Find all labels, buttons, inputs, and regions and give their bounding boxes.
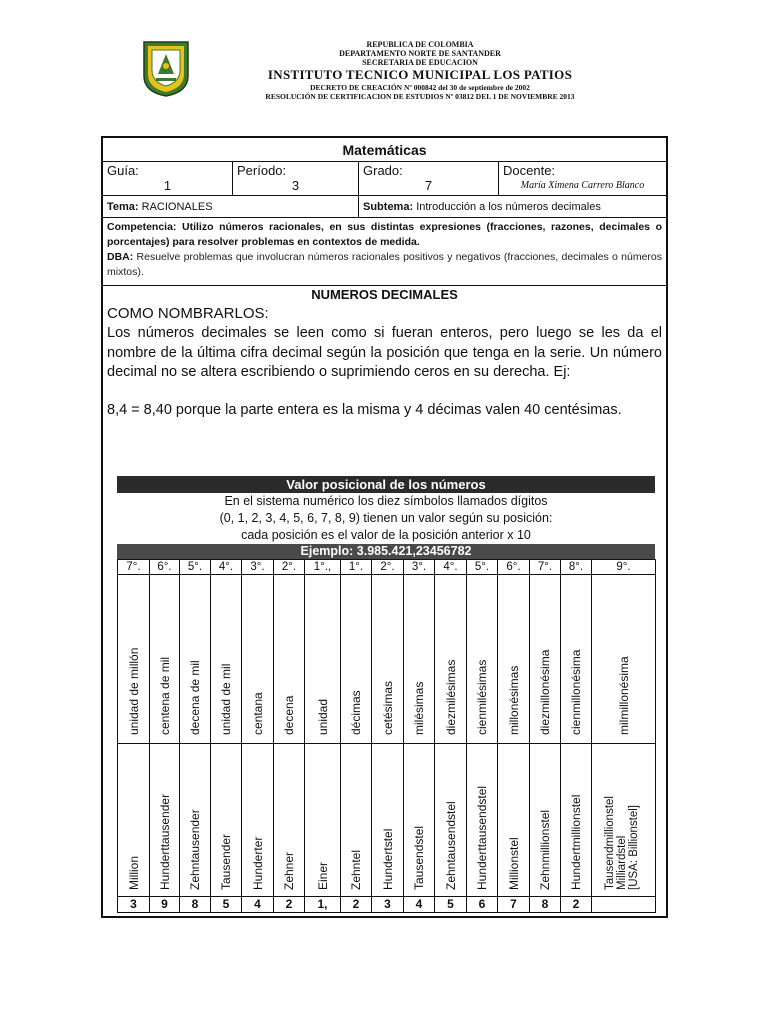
institution-name: INSTITUTO TECNICO MUNICIPAL LOS PATIOS xyxy=(267,67,573,82)
german-place-name: Einer xyxy=(315,861,330,890)
german-place-name: Zehntausender xyxy=(188,809,202,890)
digit-cell: 5 xyxy=(211,897,242,913)
spanish-place-name: cienmillonésima xyxy=(569,649,583,735)
spanish-name-cell xyxy=(372,575,404,744)
header-line-secretary: SECRETARIA DE EDUCACION xyxy=(362,58,478,67)
position-cell: 1°. xyxy=(341,560,372,575)
digit-cell: 4 xyxy=(404,897,435,913)
german-place-name: Hundertstel xyxy=(380,828,395,890)
german-name-row xyxy=(118,744,656,897)
german-place-name: Zehntausendstel xyxy=(443,801,458,890)
spanish-place-name: diezmillonésima xyxy=(538,649,552,735)
position-cell: 9°. xyxy=(592,560,656,575)
german-place-name: Hundertmillionstel xyxy=(569,794,583,890)
tema-label: Tema: xyxy=(107,201,139,213)
school-crest-icon xyxy=(142,40,190,98)
spanish-place-name: unidad de mil xyxy=(219,663,233,735)
german-name-cell xyxy=(530,744,561,897)
dba-label: DBA: xyxy=(107,251,134,263)
german-place-name: Million xyxy=(126,855,141,890)
example-paragraph: 8,4 = 8,40 porque la parte entera es la misma y 4 décimas valen 40 centésimas. xyxy=(107,401,622,418)
spanish-place-name: unidad de millón xyxy=(126,647,141,735)
place-value-example: Ejemplo: 3.985.421,23456782 xyxy=(117,544,655,559)
header-line-republic: REPUBLICA DE COLOMBIA xyxy=(366,40,474,49)
position-cell: 3°. xyxy=(404,560,435,575)
spanish-place-name: décimas xyxy=(349,690,363,735)
german-place-name: Zehnmillionstel xyxy=(538,809,552,890)
german-place-name: Hunderttausender xyxy=(157,793,172,890)
header-line-department: DEPARTAMENTO NORTE DE SANTANDER xyxy=(339,49,501,58)
grado-label: Grado: xyxy=(363,163,403,178)
digit-cell: 5 xyxy=(435,897,467,913)
position-cell: 6°. xyxy=(498,560,530,575)
competencia-text: Utilizo números racionales, en sus distintas expresiones (fracciones, razones, decimales o porcentajes) para resolver problemas en contextos de medida. xyxy=(107,221,662,248)
tema-value: RACIONALES xyxy=(141,201,213,213)
digit-cell: 3 xyxy=(118,897,150,913)
place-value-desc-line2: (0, 1, 2, 3, 4, 5, 6, 7, 8, 9) tienen un valor según su posición: xyxy=(219,511,553,525)
spanish-name-cell xyxy=(305,575,341,744)
guide-frame xyxy=(101,136,668,918)
position-cell: 1°., xyxy=(305,560,341,575)
german-place-name: Hunderttausendstel xyxy=(475,785,489,890)
position-cell: 3°. xyxy=(242,560,274,575)
german-place-name-line: Tausendmillionstel xyxy=(603,796,616,890)
digit-cell: 2 xyxy=(561,897,592,913)
place-value-figure xyxy=(117,476,655,909)
spanish-name-cell xyxy=(242,575,274,744)
digit-cell xyxy=(592,897,656,913)
spanish-place-name: millonésimas xyxy=(506,665,521,735)
german-name-cell xyxy=(592,744,656,897)
position-cell: 6°. xyxy=(150,560,180,575)
digit-cell: 8 xyxy=(530,897,561,913)
subtema-cell xyxy=(359,196,666,217)
periodo-value: 3 xyxy=(291,178,300,193)
german-name-cell xyxy=(435,744,467,897)
guia-value: 1 xyxy=(163,178,172,193)
spanish-place-name: decena xyxy=(282,695,296,735)
subtema-label: Subtema: xyxy=(363,201,414,213)
section-title: NUMEROS DECIMALES xyxy=(311,287,458,302)
spanish-place-name: centana xyxy=(250,692,265,735)
german-name-cell xyxy=(305,744,341,897)
german-place-name-line: [USA: Billionstel] xyxy=(627,804,640,890)
place-value-table xyxy=(117,559,656,913)
subject-title: Matemáticas xyxy=(103,138,666,162)
spanish-name-cell xyxy=(592,575,656,744)
explanation-paragraph: Los números decimales se leen como si fueran enteros, pero luego se les da el nombre de la última cifra decimal según la posición que tenga en la serie. Un número decimal no se altera escribiendo o suprimiendo ceros en su derecha. Ej: xyxy=(107,325,662,380)
german-place-name: Tausender xyxy=(219,833,233,890)
digit-cell: 2 xyxy=(341,897,372,913)
tema-cell xyxy=(103,196,359,217)
docente-value: María Ximena Carrero Blanco xyxy=(520,180,645,191)
header-resolution: RESOLUCIÓN DE CERTIFICACION DE ESTUDIOS Nº 03812 DEL 1 DE NOVIEMBRE 2013 xyxy=(265,92,575,101)
spanish-name-cell xyxy=(118,575,150,744)
position-cell: 7°. xyxy=(530,560,561,575)
german-name-cell xyxy=(467,744,498,897)
spanish-name-cell xyxy=(274,575,305,744)
digit-cell: 8 xyxy=(180,897,211,913)
spanish-name-cell xyxy=(341,575,372,744)
position-cell: 4°. xyxy=(211,560,242,575)
periodo-label: Período: xyxy=(237,163,287,178)
subtema-value: Introducción a los números decimales xyxy=(416,201,601,213)
spanish-name-cell xyxy=(530,575,561,744)
tema-row xyxy=(103,196,666,218)
spanish-place-name: decena de mil xyxy=(188,660,202,735)
german-place-name-multiline xyxy=(604,796,640,890)
competencia-block xyxy=(103,218,666,286)
digit-cell: 9 xyxy=(150,897,180,913)
position-cell: 7°. xyxy=(118,560,150,575)
place-value-description xyxy=(117,493,655,545)
german-name-cell xyxy=(211,744,242,897)
spanish-place-name: centena de mil xyxy=(157,656,172,735)
info-row xyxy=(103,162,666,196)
competencia-label: Competencia: xyxy=(107,221,177,233)
spanish-name-cell xyxy=(404,575,435,744)
german-name-cell xyxy=(561,744,592,897)
digit-row xyxy=(118,897,656,913)
digit-cell: 3 xyxy=(372,897,404,913)
spanish-place-name: milésimas xyxy=(412,681,426,735)
spanish-place-name: cetésimas xyxy=(380,680,395,735)
position-cell: 4°. xyxy=(435,560,467,575)
position-cell: 2°. xyxy=(372,560,404,575)
digit-cell: 4 xyxy=(242,897,274,913)
digit-cell: 2 xyxy=(274,897,305,913)
german-place-name-line: Milliardstel xyxy=(615,835,628,890)
header-decree: DECRETO DE CREACIÓN Nº 000842 del 30 de septiembre de 2002 xyxy=(310,83,530,92)
grado-cell xyxy=(359,162,499,195)
docente-label: Docente: xyxy=(503,163,556,178)
german-name-cell xyxy=(118,744,150,897)
spanish-name-cell xyxy=(211,575,242,744)
german-place-name: Tausendstel xyxy=(412,825,426,890)
spanish-name-cell xyxy=(498,575,530,744)
guia-cell xyxy=(103,162,233,195)
german-name-cell xyxy=(180,744,211,897)
spanish-name-cell xyxy=(467,575,498,744)
place-value-title: Valor posicional de los números xyxy=(117,476,655,493)
position-cell: 2°. xyxy=(274,560,305,575)
spanish-name-row xyxy=(118,575,656,744)
german-name-cell xyxy=(372,744,404,897)
position-cell: 5°. xyxy=(467,560,498,575)
spanish-name-cell xyxy=(150,575,180,744)
position-cell: 5°. xyxy=(180,560,211,575)
periodo-cell xyxy=(233,162,359,195)
german-name-cell xyxy=(150,744,180,897)
digit-cell: 7 xyxy=(498,897,530,913)
guia-label: Guía: xyxy=(107,163,139,178)
spanish-name-cell xyxy=(561,575,592,744)
german-name-cell xyxy=(498,744,530,897)
place-value-desc-line3: cada posición es el valor de la posición anterior x 10 xyxy=(241,528,531,542)
spanish-place-name: diezmilésimas xyxy=(443,659,458,735)
german-place-name: Millionstel xyxy=(506,837,521,890)
spanish-name-cell xyxy=(435,575,467,744)
german-place-name: Zehner xyxy=(282,851,296,890)
digit-cell: 6 xyxy=(467,897,498,913)
grado-value: 7 xyxy=(424,178,433,193)
spanish-place-name: unidad xyxy=(315,698,330,735)
docente-cell xyxy=(499,162,666,195)
german-name-cell xyxy=(341,744,372,897)
document-header xyxy=(140,38,660,118)
german-name-cell xyxy=(274,744,305,897)
german-place-name: Zehntel xyxy=(349,849,363,890)
section-subtitle: COMO NOMBRARLOS: xyxy=(107,305,269,322)
spanish-place-name: cienmilésimas xyxy=(475,659,489,735)
spanish-place-name: milmillonésima xyxy=(616,656,631,735)
german-name-cell xyxy=(242,744,274,897)
digit-cell: 1, xyxy=(305,897,341,913)
german-name-cell xyxy=(404,744,435,897)
content-area xyxy=(103,286,666,420)
position-row xyxy=(118,560,656,575)
place-value-desc-line1: En el sistema numérico los diez símbolos llamados dígitos xyxy=(224,494,548,508)
spanish-name-cell xyxy=(180,575,211,744)
german-place-name: Hunderter xyxy=(250,836,265,890)
position-cell: 8°. xyxy=(561,560,592,575)
dba-text: Resuelve problemas que involucran números racionales positivos y negativos (fracciones, decimales o números mixtos). xyxy=(107,251,662,278)
